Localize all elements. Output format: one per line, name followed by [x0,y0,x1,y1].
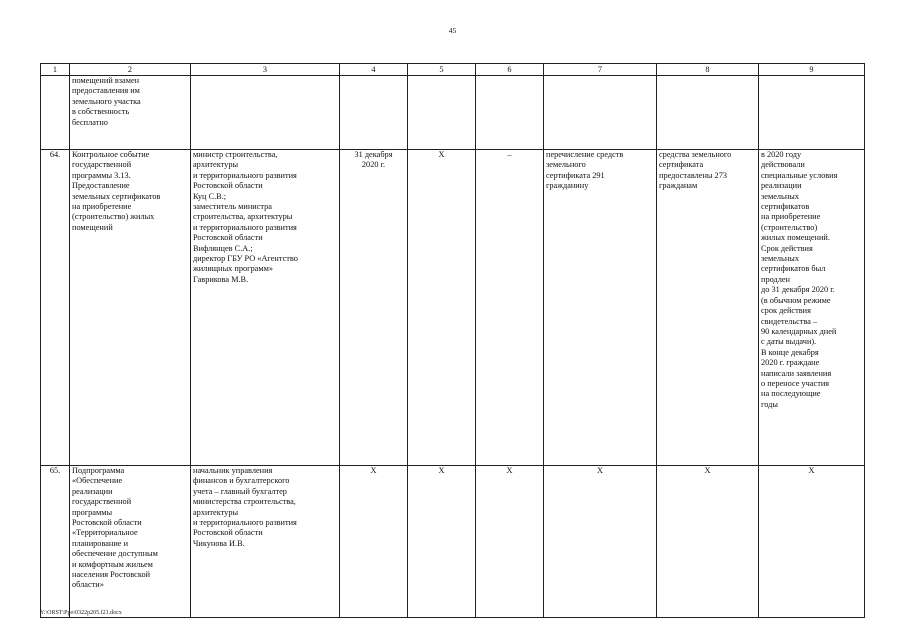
col8-cell: средства земельного сертификата предоставлены 273 гражданам [657,150,759,466]
col7-cell: перечисление средств земельного сертификата 291 гражданину [544,150,657,466]
header-col-9: 9 [759,64,865,76]
header-col-5: 5 [408,64,476,76]
table-row [41,466,865,618]
row-number-cell: 64. [41,150,70,466]
header-col-2: 2 [70,64,191,76]
event-name-cell: Подпрограмма «Обеспечение реализации государственной программы Ростовской области «Территориальное планирование и обеспечение доступным и комфортным жильем населения Ростовской области» [70,466,191,618]
col5-cell: X [408,466,476,618]
col9-cell [759,76,865,150]
col6-cell: X [476,466,544,618]
responsible-cell: начальник управления финансов и бухгалтерского учета – главный бухгалтер министерства строительства, архитектуры и территориального развития Ростовской области Чикунова И.В. [191,466,340,618]
date-cell: X [340,466,408,618]
event-name-cell: помещений взамен предоставления им земельного участка в собственность бесплатно [70,76,191,150]
header-col-4: 4 [340,64,408,76]
page-number: 45 [448,26,457,35]
date-cell: 31 декабря 2020 г. [340,150,408,466]
col5-cell [408,76,476,150]
row-number-cell [41,76,70,150]
header-row [41,64,865,76]
col7-cell: X [544,466,657,618]
responsible-cell [191,76,340,150]
header-col-8: 8 [657,64,759,76]
responsible-cell: министр строительства, архитектуры и территориального развития Ростовской области Куц С.В.; заместитель министра строительства, архитектуры и территориального развития Ростовской области Вифлянцев С.А.; директор ГБУ РО «Агентство жилищных программ» Гаврикова М.В. [191,150,340,466]
header-col-6: 6 [476,64,544,76]
date-cell [340,76,408,150]
table-row [41,76,865,150]
col9-cell: в 2020 году действовали специальные условия реализации земельных сертификатов на приобретение (строительство) жилых помещений. Срок действия земельных сертификатов был продлен до 31 декабря 2020 г. (в обычном режиме срок действия свидетельства – 90 календарных дней с даты выдачи). В конце декабря 2020 г. граждане написали заявления о переносе участия на последующие годы [759,150,865,466]
header-col-3: 3 [191,64,340,76]
col5-cell: X [408,150,476,466]
header-col-7: 7 [544,64,657,76]
footer-file-path: Y:\ORST\Ppo\0322p205.f21.docx [40,610,122,616]
col6-cell: – [476,150,544,466]
table-row [41,150,865,466]
col8-cell [657,76,759,150]
header-col-1: 1 [41,64,70,76]
row-number-cell: 65. [41,466,70,618]
col7-cell [544,76,657,150]
event-name-cell: Контрольное событие государственной программы 3.13. Предоставление земельных сертификатов на приобретение (строительство) жилых помещений [70,150,191,466]
col9-cell: X [759,466,865,618]
col8-cell: X [657,466,759,618]
report-table [40,63,865,618]
col6-cell [476,76,544,150]
